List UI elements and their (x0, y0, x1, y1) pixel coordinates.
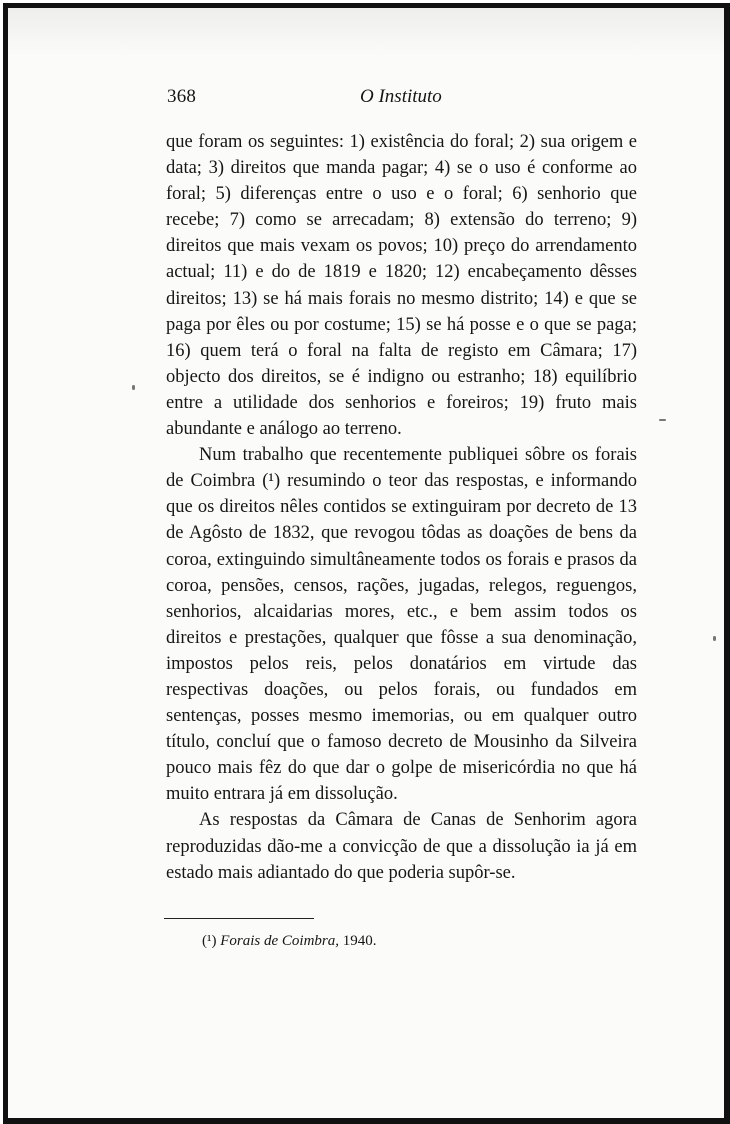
footnote-divider (164, 918, 314, 919)
scan-speck (132, 385, 135, 390)
paragraph-canas-de-senhorim: As respostas da Câmara de Canas de Senhorim agora reproduzidas dão-me a convicção de que a dissolução ia já em estado mais adiantado do que poderia supôr-se. (166, 810, 637, 883)
body-text (166, 129, 637, 886)
paragraph-list-of-questions: que foram os seguintes: 1) existência do foral; 2) sua origem e data; 3) direitos que manda pagar; 4) se o uso é conforme ao foral; 5) diferenças entre o uso e o foral; 6) senhorio que recebe; 7) como se arrecadam; 8) extensão do terreno; 9) direitos que mais vexam os povos; 10) preço do arrendamento actual; 11) e do de 1819 e 1820; 12) encabeçamento dêsses direitos; 13) se há mais forais no mesmo distrito; 14) e que se paga por êles ou por costume; 15) se há posse e o que se paga; 16) quem terá o foral na falta de registo em Câmara; 17) objecto dos direitos, se é indigno ou estranho; 18) equilíbrio entre a utilidade dos senhorios e foreiros; 19) fruto mais abundante e análogo ao terreno. (166, 132, 637, 440)
page-number: 368 (167, 86, 197, 107)
footnote-year: 1940. (342, 933, 377, 949)
footnote-title: Forais de Coimbra, (220, 933, 340, 949)
scan-speck (713, 636, 716, 641)
running-title: O Instituto (360, 86, 442, 107)
footnote (202, 933, 377, 950)
scan-speck (659, 419, 666, 421)
footnote-marker: (¹) (202, 933, 217, 949)
scan-shadow (8, 8, 724, 56)
paragraph-forais-de-coimbra: Num trabalho que recentemente publiquei sôbre os forais de Coimbra (¹) resumindo o teor das respostas, e informando que os direitos nêles contidos se extinguiram por decreto de 13 de Agôsto de 1832, que revogou tôdas as doações de bens da coroa, extinguindo simultâneamente todos os forais e prasos da coroa, pensões, censos, rações, jugadas, relegos, reguengos, senhorios, alcaidarias mores, etc., e bem assim todos os direitos e prestações, qualquer que fôsse a sua denominação, impostos pelos reis, pelos donatários em virtude das respectivas doações, ou pelos forais, ou fundados em sentenças, posses mesmo imemorias, ou em qualquer outro título, concluí que o famoso decreto de Mousinho da Silveira pouco mais fêz do que dar o golpe de misericórdia no que há muito entrara já em dissolução. (166, 445, 637, 805)
